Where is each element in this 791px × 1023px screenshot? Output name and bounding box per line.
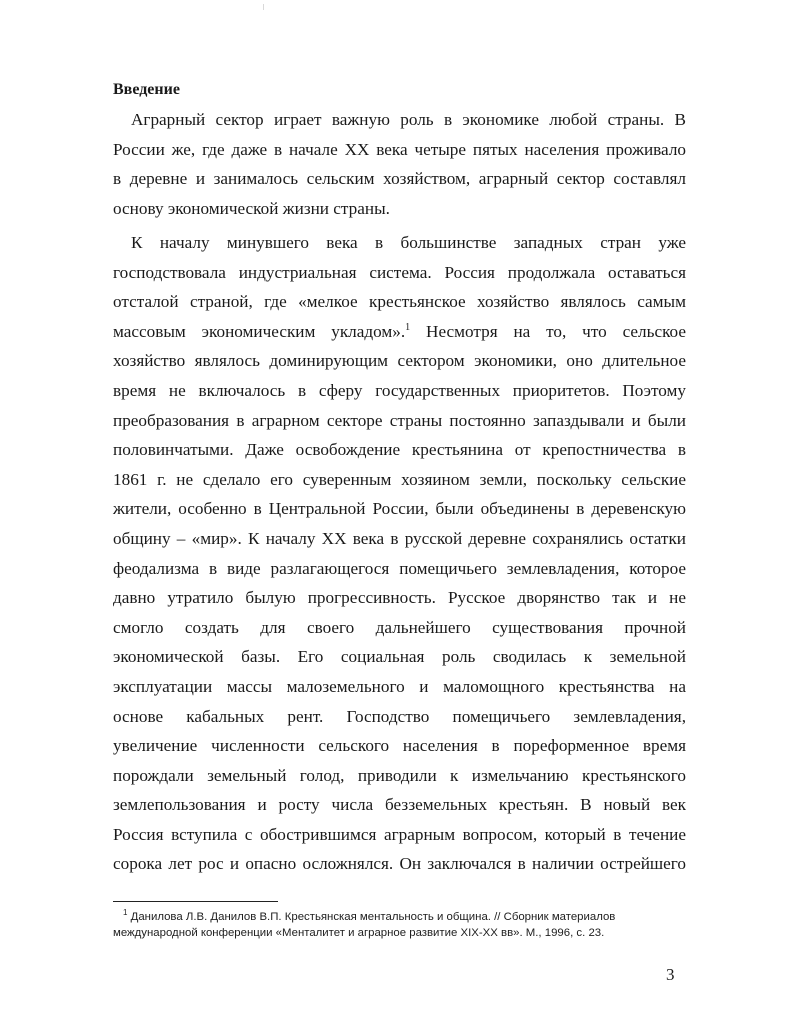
text-segment: Несмотря на то, что сельское: [410, 321, 686, 341]
scan-artifact: [263, 4, 264, 10]
text-line: 1861 г. не сделало его суверенным хозяином земли, поскольку сельские: [113, 469, 686, 489]
text-line: жители, особенно в Центральной России, были объединены в деревенскую: [113, 499, 686, 519]
text-line: сорока лет рос и опасно осложнялся. Он заключался в наличии острейшего: [113, 854, 686, 874]
text-line: время не включалось в сферу государственных приоритетов. Поэтому: [113, 380, 686, 400]
footnote-number: 1: [123, 908, 128, 917]
text-line: увеличение численности сельского населения в пореформенное время: [113, 736, 686, 756]
text-line: общину – «мир». К началу XX века в русской деревне сохранялись остатки: [113, 528, 686, 548]
text-line: половинчатыми. Даже освобождение крестьянина от крепостничества в: [113, 440, 686, 460]
text-line: России же, где даже в начале XX века четыре пятых населения проживало: [113, 139, 686, 159]
text-line: преобразования в аграрном секторе страны постоянно запаздывали и были: [113, 410, 686, 430]
footnote-line: международной конференции «Менталитет и аграрное развитие XIX-XX вв». М., 1996, с. 23.: [113, 927, 605, 939]
text-segment: массовым экономическим укладом».: [113, 321, 406, 341]
text-line: давно утратило былую прогрессивность. Русское дворянство так и не: [113, 588, 686, 608]
section-heading: Введение: [113, 81, 180, 98]
text-line: К началу минувшего века в большинстве западных стран уже: [131, 233, 686, 252]
footnote: [113, 909, 686, 941]
text-line: основе кабальных рент. Господство помещичьего землевладения,: [113, 706, 686, 726]
text-line: эксплуатации массы малоземельного и маломощного крестьянства на: [113, 676, 686, 696]
text-line: смогло создать для своего дальнейшего существования прочной: [113, 617, 686, 637]
text-line: порождали земельный голод, приводили к измельчанию крестьянского: [113, 765, 686, 785]
footnote-separator: [113, 901, 278, 902]
text-line: господствовала индустриальная система. Россия продолжала оставаться: [113, 262, 686, 282]
text-line: основу экономической жизни страны.: [113, 198, 390, 218]
footnote-reference: 1: [405, 321, 411, 333]
page-number: 3: [666, 965, 675, 984]
text-line: экономической базы. Его социальная роль сводилась к земельной: [113, 647, 686, 667]
text-line: Россия вступила с обострившимся аграрным вопросом, который в течение: [113, 824, 686, 844]
footnote-line: [113, 909, 686, 925]
paragraph-2: [113, 228, 686, 879]
paragraph-1: [113, 105, 686, 223]
text-line: Аграрный сектор играет важную роль в экономике любой страны. В: [131, 110, 686, 129]
text-line: хозяйство являлось доминирующим сектором экономики, оно длительное: [113, 351, 686, 371]
footnote-text: Данилова Л.В. Данилов В.П. Крестьянская ментальность и община. // Сборник материалов: [127, 911, 616, 923]
text-line: в деревне и занималось сельским хозяйством, аграрный сектор составлял: [113, 169, 686, 189]
text-line-with-footnote: [113, 317, 686, 347]
text-line: землепользования и росту числа безземельных крестьян. В новый век: [113, 795, 686, 815]
text-line: феодализма в виде разлагающегося помещичьего землевладения, которое: [113, 558, 686, 578]
text-line: отсталой страной, где «мелкое крестьянское хозяйство являлось самым: [113, 292, 686, 312]
